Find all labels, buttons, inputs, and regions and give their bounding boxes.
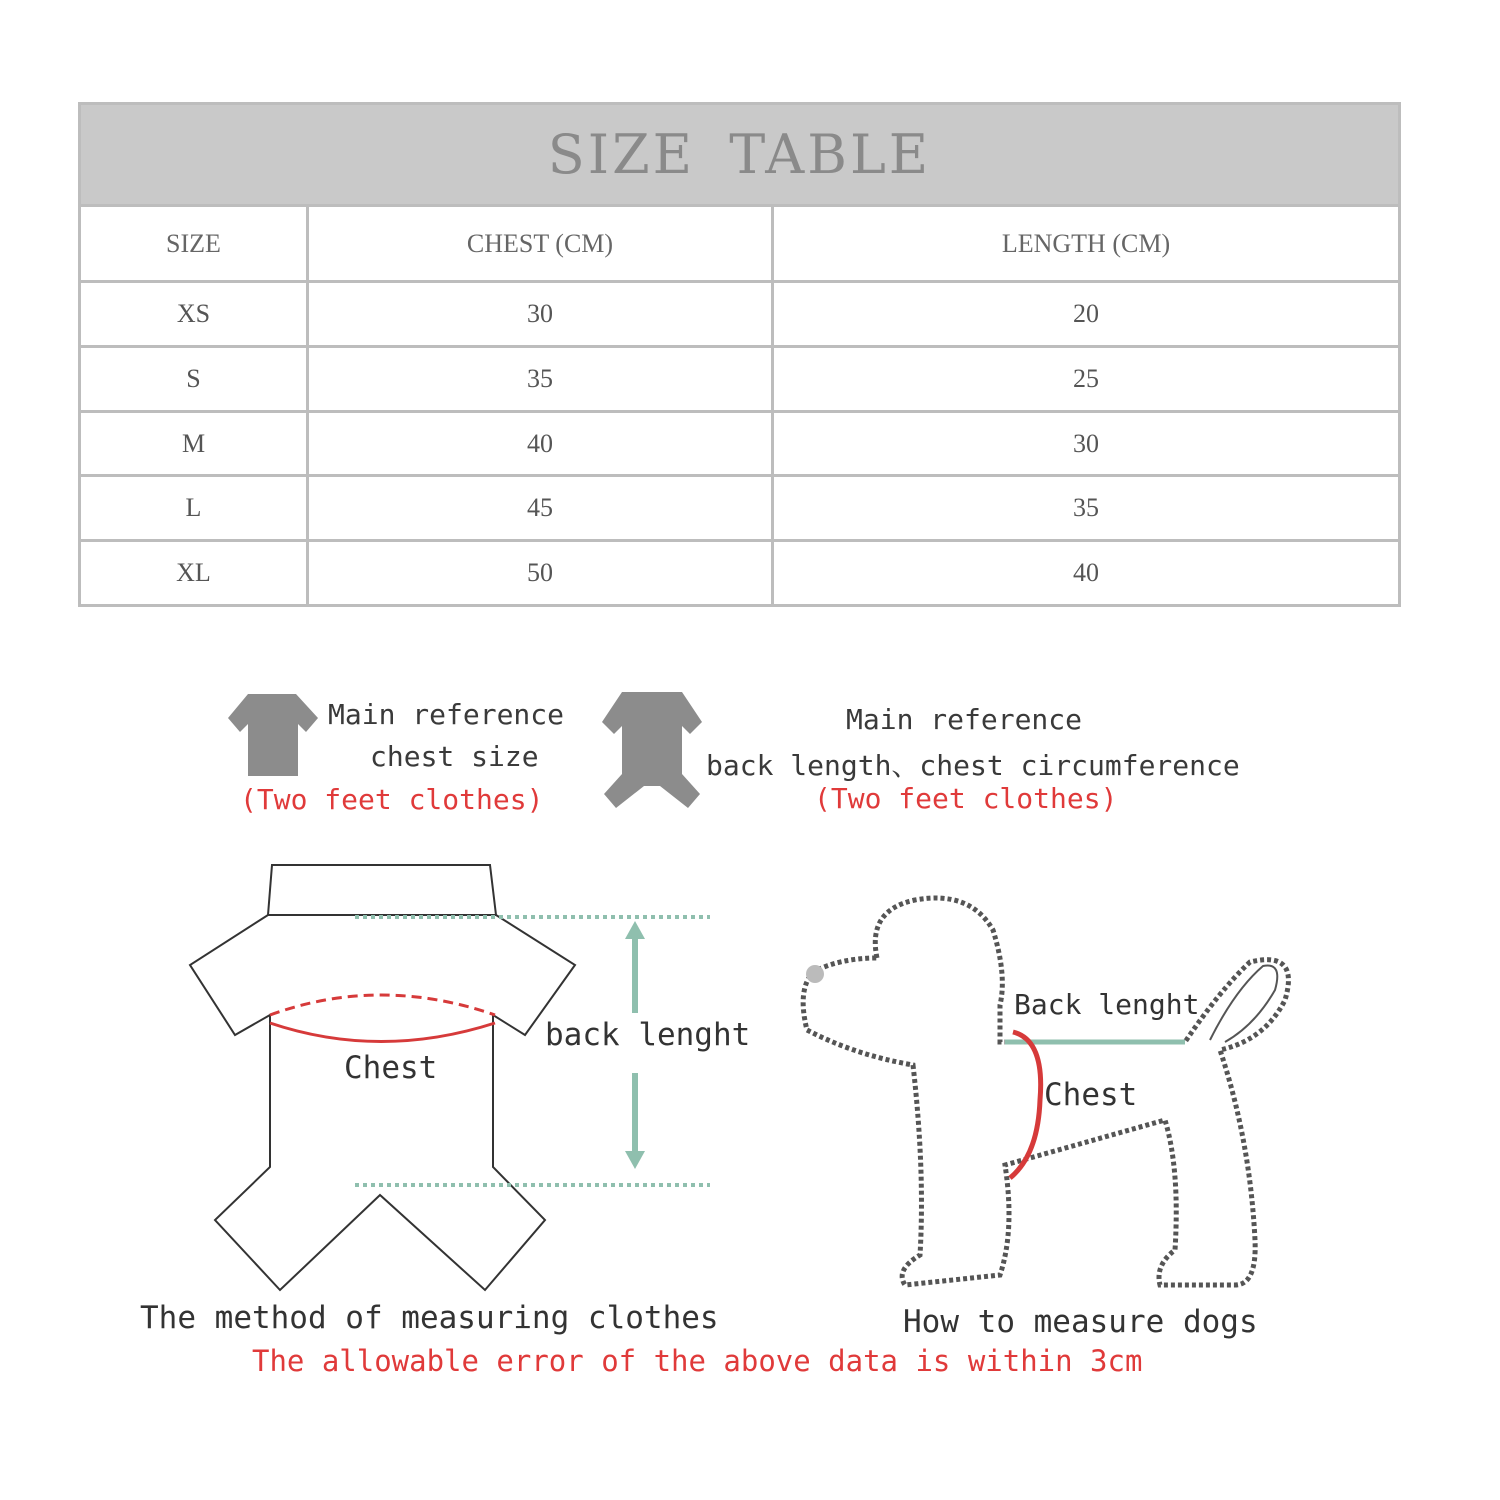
cell-length: 25 — [773, 346, 1400, 411]
table-row — [80, 411, 1400, 476]
table-row — [80, 346, 1400, 411]
cell-size: M — [80, 411, 308, 476]
table-row — [80, 541, 1400, 606]
table-header-row — [80, 206, 1400, 282]
arrow-down-head — [625, 1151, 645, 1169]
header-size: SIZE — [80, 206, 308, 282]
reference-right-line1: Main reference — [846, 703, 1083, 736]
dog-tail-inner — [1210, 966, 1277, 1043]
garment-body — [190, 915, 575, 1290]
table-row — [80, 282, 1400, 347]
size-table — [78, 102, 1401, 607]
cell-size: XL — [80, 541, 308, 606]
cell-length: 35 — [773, 476, 1400, 541]
cell-chest: 40 — [308, 411, 773, 476]
dog-chest-measure — [1010, 1032, 1041, 1178]
clothes-diagram — [180, 855, 740, 1300]
reference-right-note: (Two feet clothes) — [814, 782, 1118, 815]
cell-length: 20 — [773, 282, 1400, 347]
reference-right-line2: back length、chest circumference — [706, 749, 1240, 782]
table-title: SIZE TABLE — [80, 104, 1400, 206]
cell-chest: 35 — [308, 346, 773, 411]
table-row — [80, 476, 1400, 541]
clothes-caption: The method of measuring clothes — [140, 1300, 719, 1336]
reference-left-line2: chest size — [370, 740, 539, 773]
header-length: LENGTH (CM) — [773, 206, 1400, 282]
arrow-up-head — [625, 921, 645, 939]
header-chest: CHEST (CM) — [308, 206, 773, 282]
reference-left-note: (Two feet clothes) — [240, 783, 544, 816]
tshirt-icon — [226, 690, 320, 780]
dog-chest-label: Chest — [1044, 1077, 1138, 1113]
dog-back-length-label: Back lenght — [1014, 988, 1200, 1021]
cell-chest: 50 — [308, 541, 773, 606]
reference-left-line1: Main reference — [328, 698, 565, 731]
error-note: The allowable error of the above data is within 3cm — [252, 1344, 1143, 1378]
clothes-chest-label: Chest — [344, 1050, 438, 1086]
jumpsuit-icon — [600, 690, 704, 810]
garment-collar — [268, 865, 496, 915]
cell-size: S — [80, 346, 308, 411]
dog-caption: How to measure dogs — [903, 1304, 1258, 1340]
cell-chest: 30 — [308, 282, 773, 347]
cell-chest: 45 — [308, 476, 773, 541]
clothes-back-length-label: back lenght — [545, 1017, 751, 1053]
cell-size: L — [80, 476, 308, 541]
dog-nose — [806, 965, 824, 983]
cell-length: 40 — [773, 541, 1400, 606]
cell-length: 30 — [773, 411, 1400, 476]
cell-size: XS — [80, 282, 308, 347]
